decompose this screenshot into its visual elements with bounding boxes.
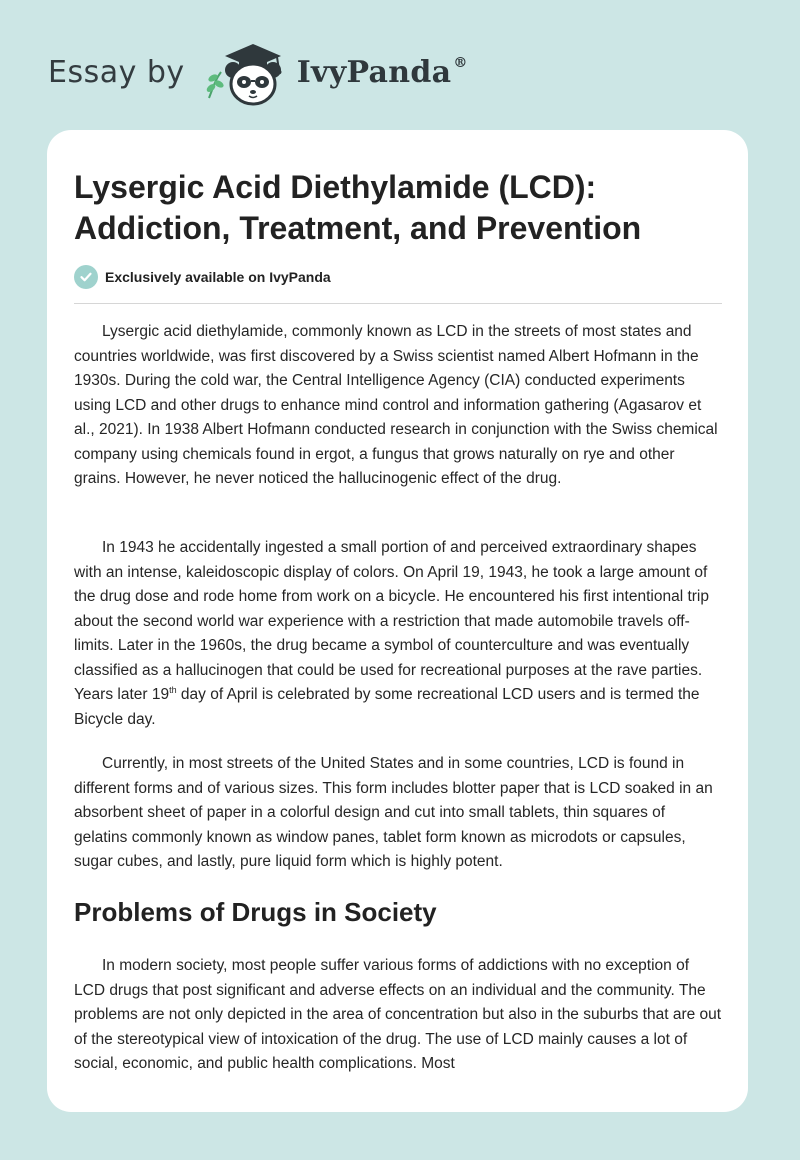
exclusive-badge <box>74 264 331 290</box>
paragraph-3: Currently, in most streets of the United States and in some countries, LCD is found in different forms and of various sizes. This form includes blotter paper that is LCD soaked in an absorbent sheet of paper in a colorful design and cut into small tablets, thin squares of gelatins commonly known as window panes, tablet form known as microdots or capsules, sugar cubes, and lastly, pure liquid form which is highly potent. <box>74 755 713 870</box>
paragraph-2: In 1943 he accidentally ingested a small portion of and perceived extraordinary shapes with an intense, kaleidoscopic display of colors. On April 19, 1943, he took a large amount of the drug dose and rode home from work on a bicycle. He encountered his first intentional trip about the second world war experience with a restriction that made automobile travels off-limits. Later in the 1960s, the drug became a symbol of counterculture and was eventually classified as a hallucinogen that could be used for recreational purposes at the rave parties. Years later 19th day of April is celebrated by some recreational LCD users and is termed the Bicycle day. <box>74 539 709 728</box>
section-heading: Problems of Drugs in Society <box>74 897 437 927</box>
check-icon <box>74 265 98 289</box>
paragraph-4: In modern society, most people suffer various forms of addictions with no exception of LCD drugs that post significant and adverse effects on an individual and the community. The problems are not only depicted in the area of concentration but also in the suburbs that are out of the stereotypical view of intoxication of the drug. The use of LCD mainly causes a lot of social, economic, and public health complications. Most <box>74 957 722 1072</box>
essay-card <box>47 130 748 1112</box>
divider <box>74 303 722 304</box>
essay-by-label: Essay by <box>48 54 185 90</box>
exclusive-label: Exclusively available on IvyPanda <box>105 269 331 285</box>
page-title: Lysergic Acid Diethylamide (LCD): Addiction, Treatment, and Prevention <box>74 169 642 246</box>
site-header <box>48 36 468 108</box>
brand-name[interactable]: IvyPanda ® <box>296 54 468 90</box>
panda-graduate-icon[interactable] <box>199 36 291 108</box>
paragraph-1: Lysergic acid diethylamide, commonly known as LCD in the streets of most states and countries worldwide, was first discovered by a Swiss scientist named Albert Hofmann in the 1930s. During the cold war, the Central Intelligence Agency (CIA) conducted experiments using LCD and other drugs to enhance mind control and information gathering (Agasarov et al., 2021). In 1938 Albert Hofmann conducted research in conjunction with the Swiss chemical company using chemicals found in ergot, a fungus that grows naturally on rye and other grains. However, he never noticed the hallucinogenic effect of the drug. <box>74 323 718 487</box>
